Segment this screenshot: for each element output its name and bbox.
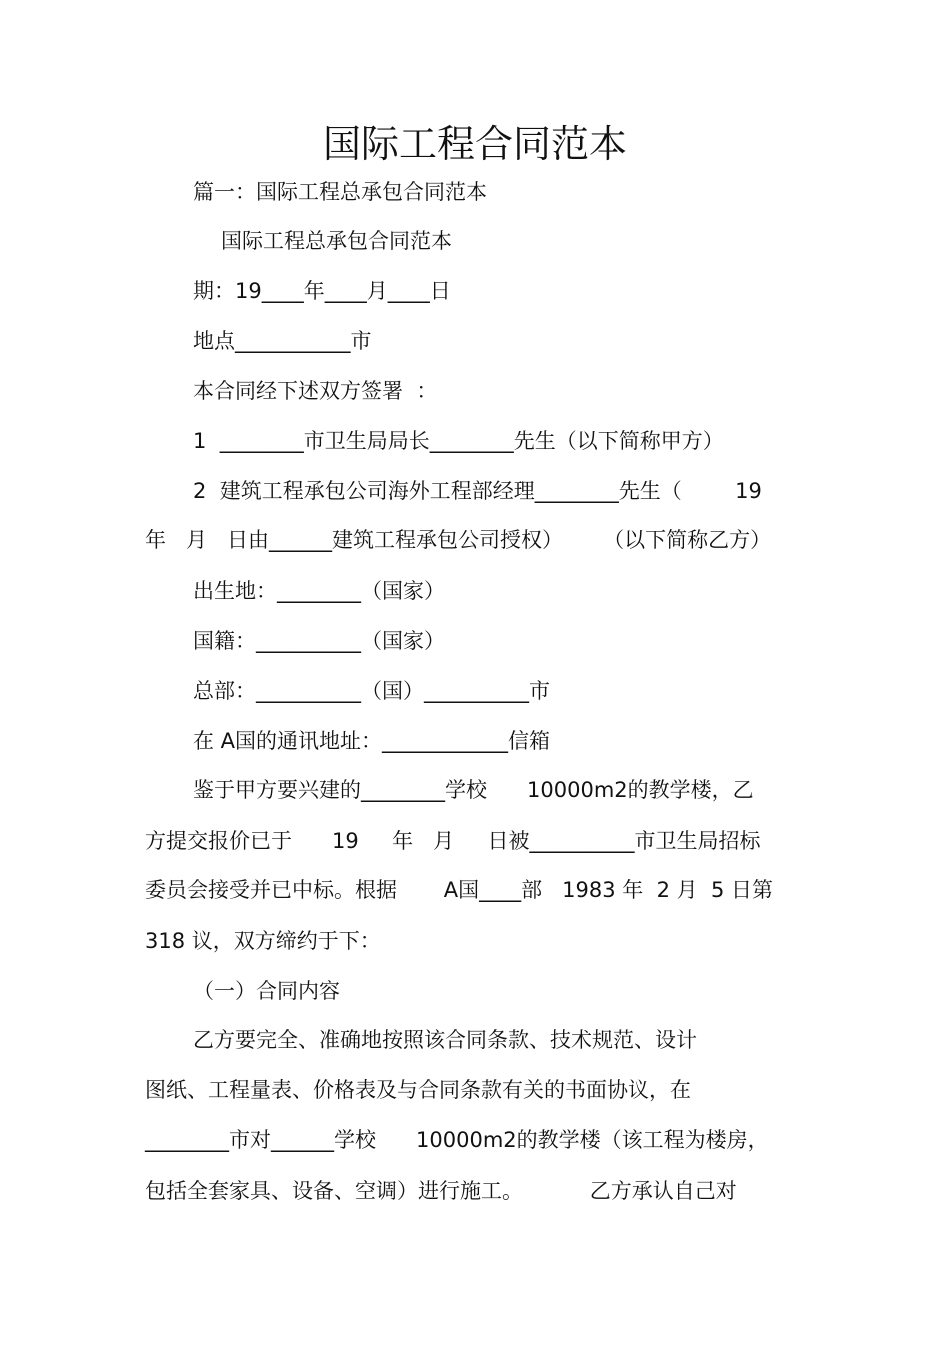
body-paragraph-line: 乙方要完全、准确地按照该合同条款、技术规范、设计 — [193, 1028, 697, 1052]
clause-heading: （一）合同内容 — [193, 979, 340, 1003]
contract-subtitle: 国际工程总承包合同范本 — [221, 229, 452, 253]
whereas-paragraph-line: 方提交报价已于 19 年 月 日被__________市卫生局招标 — [145, 829, 761, 853]
body-paragraph-line: ________市对______学校 10000m2的教学楼（该工程为楼房， — [145, 1128, 769, 1152]
address-line: 在 A国的通讯地址：____________信箱 — [193, 729, 551, 753]
headquarters-line: 总部：__________（国）__________市 — [193, 679, 550, 703]
nationality-line: 国籍：__________（国家） — [193, 629, 445, 653]
party-b-line-cont: 年 月 日由______建筑工程承包公司授权） （以下简称乙方） — [145, 528, 772, 552]
whereas-paragraph-line: 318 议，双方缔约于下： — [145, 929, 381, 953]
birthplace-line: 出生地：________（国家） — [193, 579, 445, 603]
parties-intro: 本合同经下述双方签署 ： — [193, 379, 438, 403]
party-b-line: 2 建筑工程承包公司海外工程部经理________先生（ 19 — [193, 479, 762, 503]
party-a-line: 1 ________市卫生局局长________先生（以下简称甲方） — [193, 429, 724, 453]
place-line: 地点___________市 — [193, 329, 372, 353]
whereas-paragraph-line: 委员会接受并已中标。根据 A国____部 1983 年 2 月 5 日第 — [145, 878, 774, 902]
date-line: 期：19____年____月____日 — [193, 279, 451, 303]
body-paragraph-line: 包括全套家具、设备、空调）进行施工。 乙方承认自己对 — [145, 1179, 737, 1203]
whereas-paragraph-line: 鉴于甲方要兴建的________学校 10000m2的教学楼，乙 — [193, 778, 754, 802]
section-heading: 篇一：国际工程总承包合同范本 — [193, 180, 487, 204]
body-paragraph-line: 图纸、工程量表、价格表及与合同条款有关的书面协议，在 — [145, 1078, 691, 1102]
document-title: 国际工程合同范本 — [322, 122, 627, 166]
